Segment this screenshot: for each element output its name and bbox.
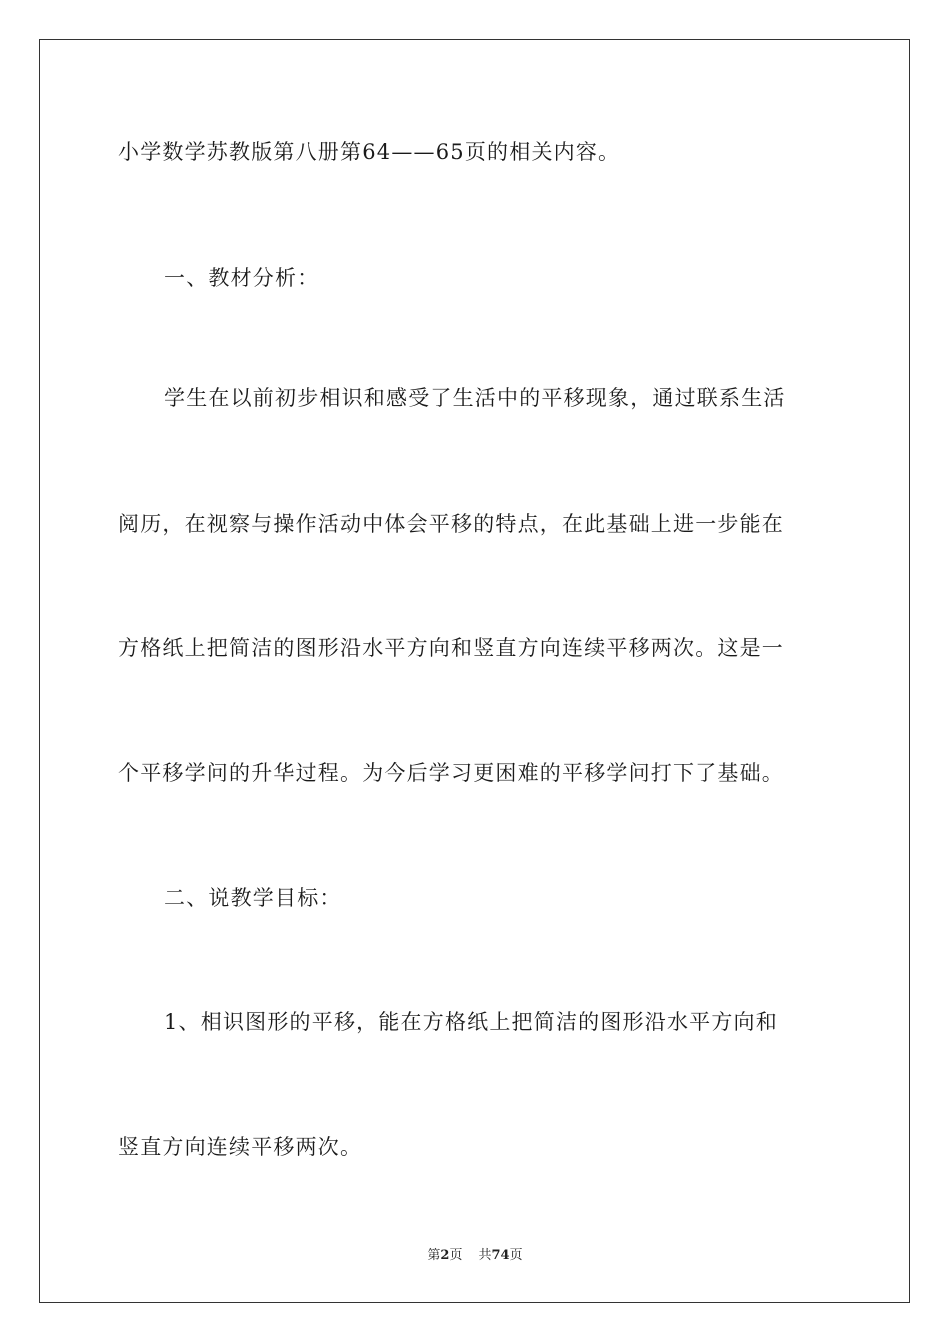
body-line-7: 竖直方向连续平移两次。 xyxy=(118,1135,363,1159)
body-line-4: 方格纸上把简洁的图形沿水平方向和竖直方向连续平移两次。这是一 xyxy=(118,636,784,660)
body-line-5: 个平移学问的升华过程。为今后学习更困难的平移学问打下了基础。 xyxy=(118,761,784,785)
page-number: 2 xyxy=(440,1248,450,1263)
section-heading-2: 二、说教学目标： xyxy=(164,886,342,910)
body-line-2: 学生在以前初步相识和感受了生活中的平移现象，通过联系生活 xyxy=(164,386,786,410)
body-line-1: 小学数学苏教版第八册第64——65页的相关内容。 xyxy=(118,140,621,164)
body-line-3: 阅历，在视察与操作活动中体会平移的特点，在此基础上进一步能在 xyxy=(118,512,784,536)
page-prefix: 第 xyxy=(427,1248,441,1263)
page-suffix: 页 xyxy=(449,1248,463,1263)
total-pages: 74 xyxy=(491,1248,510,1263)
page-footer xyxy=(0,1247,950,1265)
total-prefix: 共 xyxy=(478,1248,492,1263)
section-heading-1: 一、教材分析： xyxy=(164,266,320,290)
body-line-6: 1、相识图形的平移，能在方格纸上把简洁的图形沿水平方向和 xyxy=(164,1010,778,1034)
page-border xyxy=(39,39,910,1303)
total-suffix: 页 xyxy=(509,1248,523,1263)
